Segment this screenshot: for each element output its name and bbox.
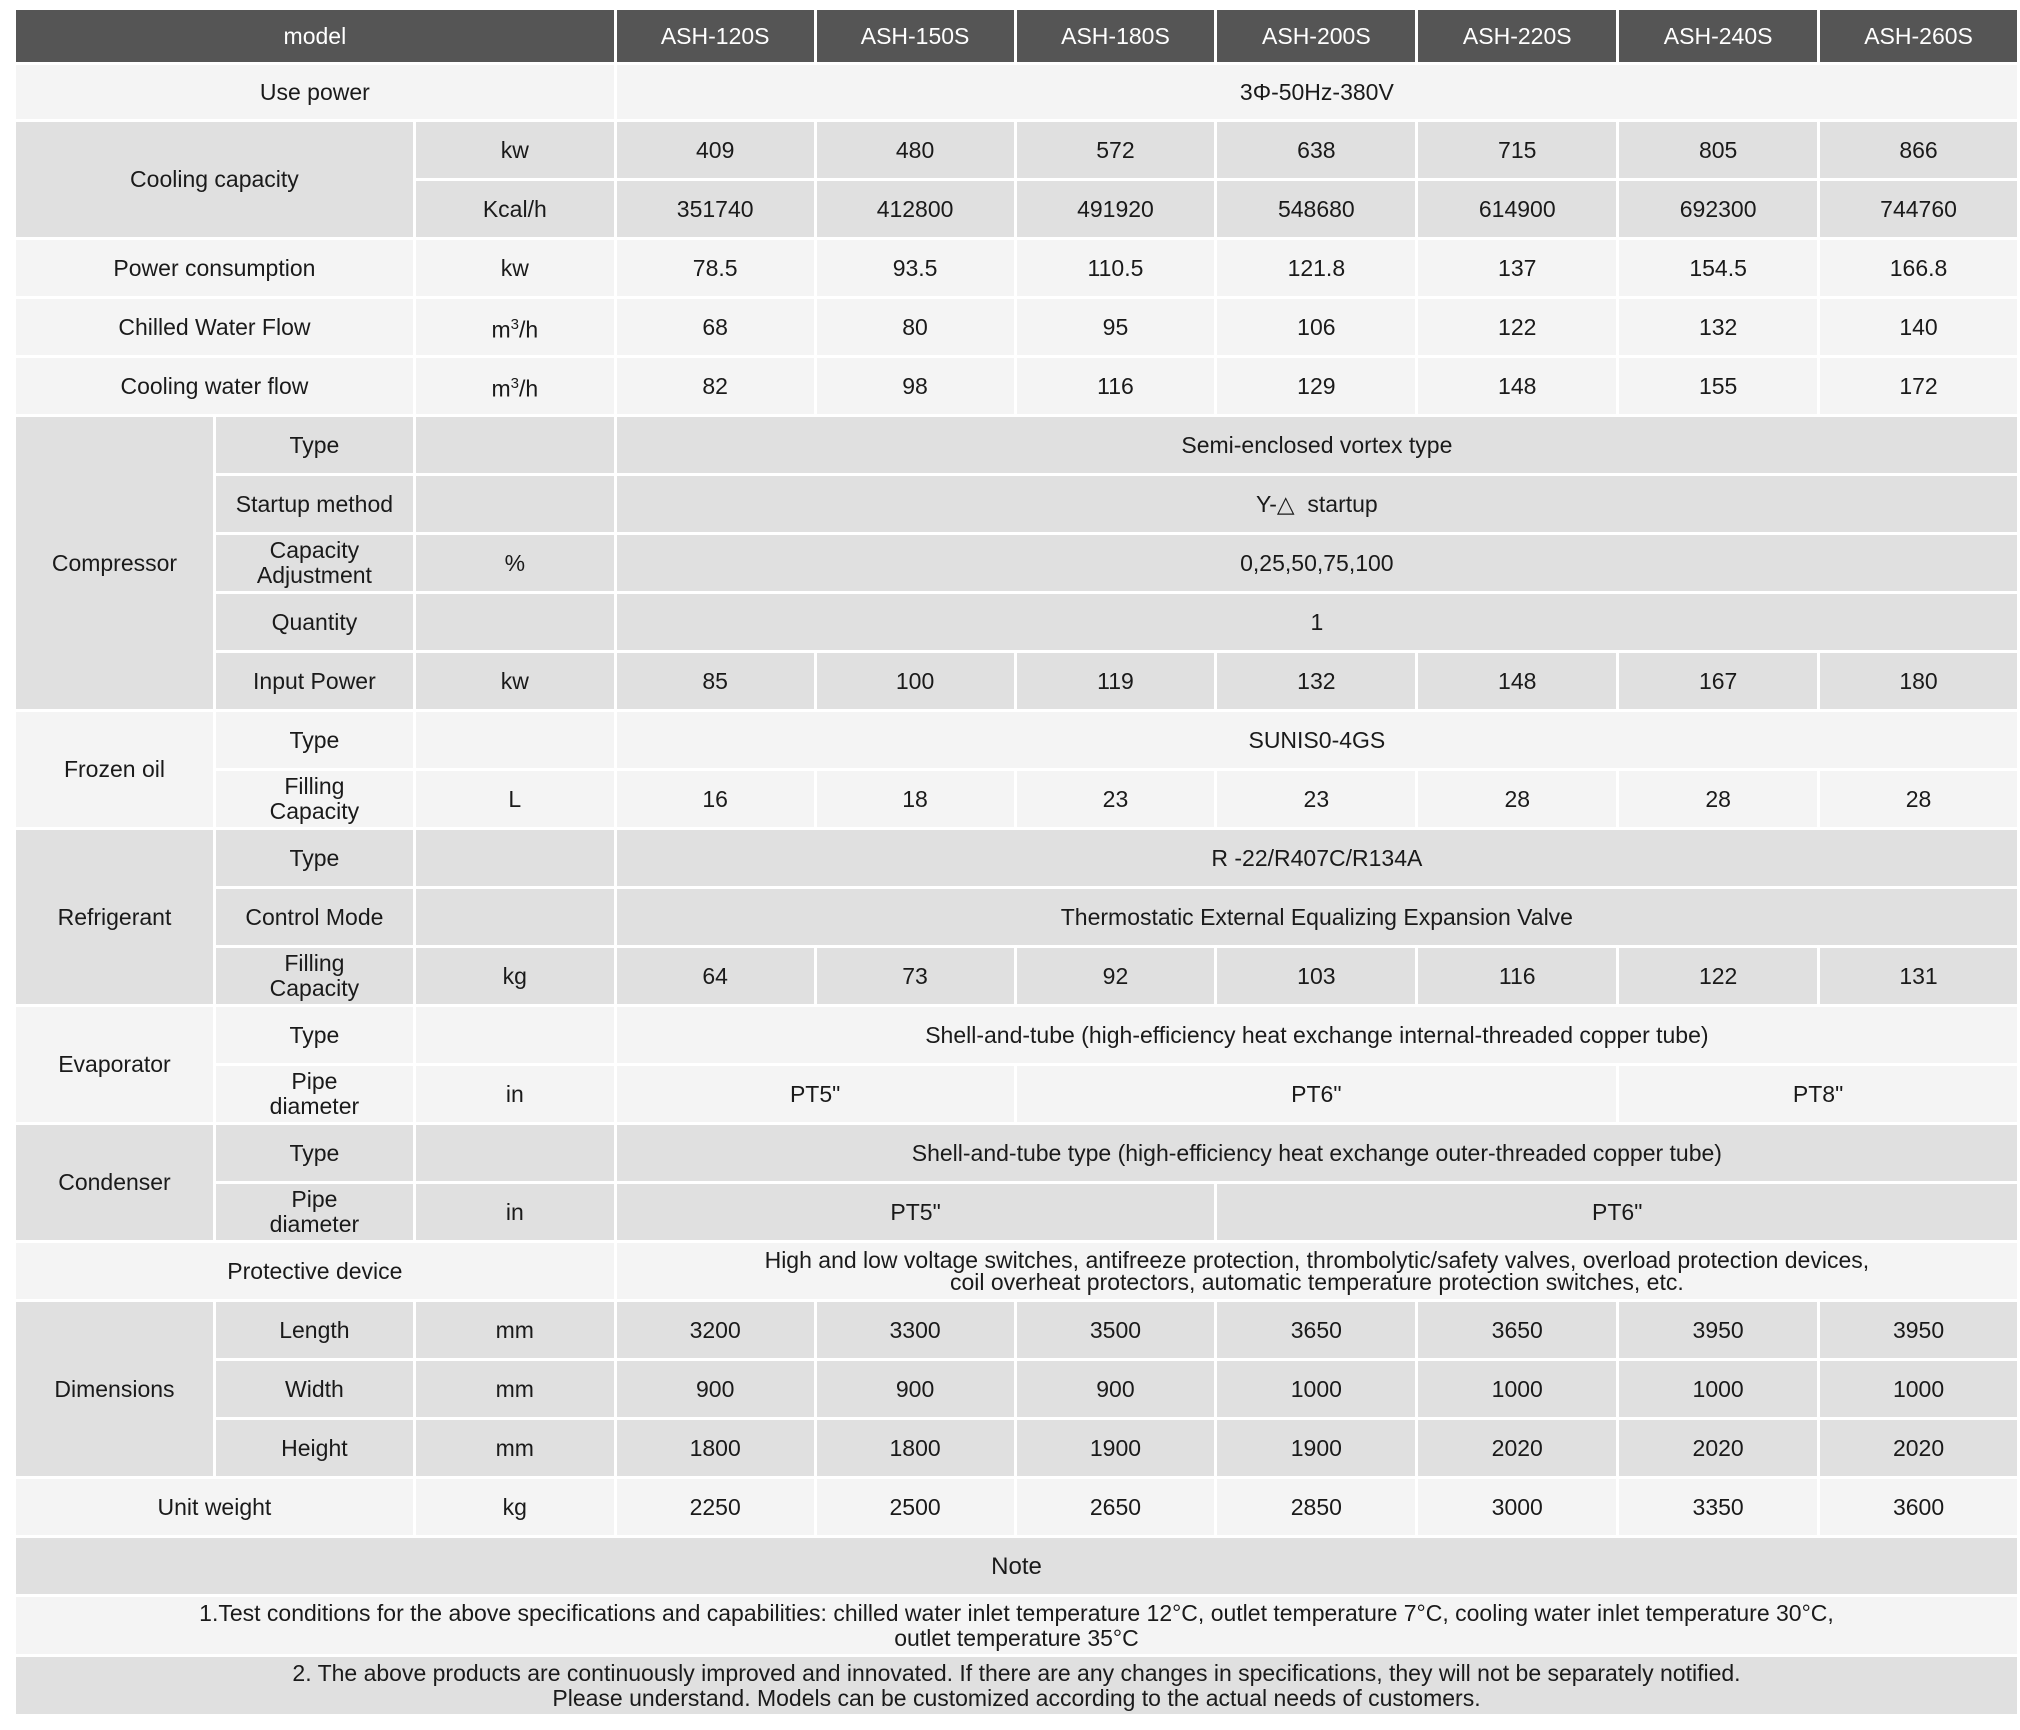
unit-cell — [414, 357, 615, 416]
unit-cell — [414, 888, 615, 947]
note-line: outlet temperature 35°C — [894, 1624, 1139, 1651]
sub-label-line: Adjustment — [256, 562, 372, 588]
unit-cell: kw — [414, 121, 615, 180]
value-cell: 23 — [1015, 770, 1216, 829]
sub-label: Type — [214, 1006, 414, 1065]
value-cell: 95 — [1015, 298, 1216, 357]
value-cell: 148 — [1417, 357, 1618, 416]
sub-label — [214, 947, 414, 1006]
value-cell: 614900 — [1417, 180, 1618, 239]
value-cell: 122 — [1417, 298, 1618, 357]
dimensions-label: Dimensions — [15, 1301, 215, 1478]
merged-value: Thermostatic External Equalizing Expansion Valve — [615, 888, 2018, 947]
value-cell: 3000 — [1417, 1478, 1618, 1537]
value-cell: 1000 — [1819, 1360, 2019, 1419]
sub-label: Quantity — [214, 593, 414, 652]
value-cell: 78.5 — [615, 239, 815, 298]
value-cell: 3650 — [1417, 1301, 1618, 1360]
sub-label-line: Capacity — [269, 798, 360, 824]
value-cell: 92 — [1015, 947, 1216, 1006]
protective-device-label: Protective device — [15, 1242, 616, 1301]
value-cell: 2020 — [1417, 1419, 1618, 1478]
header-row — [15, 9, 2019, 64]
pipe-value: PT5" — [615, 1065, 1015, 1124]
merged-value: Shell-and-tube type (high-efficiency heat exchange outer-threaded copper tube) — [615, 1124, 2018, 1183]
unit-cell — [414, 593, 615, 652]
value-cell: 16 — [615, 770, 815, 829]
note-line: 1.Test conditions for the above specifications and capabilities: chilled water inlet temperature 12°C, outlet temperature 7°C, cooling water inlet temperature 30°C, — [199, 1599, 1834, 1626]
refrigerant-label: Refrigerant — [15, 829, 215, 1006]
value-cell: 28 — [1819, 770, 2019, 829]
model-name: ASH-260S — [1819, 9, 2019, 64]
value-cell: 2250 — [615, 1478, 815, 1537]
note-title: Note — [15, 1537, 2019, 1596]
value-cell: 122 — [1618, 947, 1819, 1006]
sub-label: Type — [214, 829, 414, 888]
model-name: ASH-150S — [815, 9, 1015, 64]
value-cell: 2020 — [1618, 1419, 1819, 1478]
value-cell: 2850 — [1216, 1478, 1417, 1537]
model-header: model — [15, 9, 616, 64]
value-cell: 167 — [1618, 652, 1819, 711]
value-cell: 131 — [1819, 947, 2019, 1006]
sub-label: Startup method — [214, 475, 414, 534]
unit-cell: kw — [414, 652, 615, 711]
unit-base: m — [491, 375, 511, 402]
merged-value: Y-△ startup — [615, 475, 2018, 534]
frozen-oil-type-row — [15, 711, 2019, 770]
value-cell: 480 — [815, 121, 1015, 180]
pipe-value: PT5" — [615, 1183, 1216, 1242]
note-line: 2. The above products are continuously improved and innovated. If there are any changes in specifications, they will not be separately notified. — [292, 1659, 1741, 1686]
unit-cell: in — [414, 1183, 615, 1242]
value-cell: 129 — [1216, 357, 1417, 416]
value-cell: 132 — [1216, 652, 1417, 711]
unit-weight-label: Unit weight — [15, 1478, 415, 1537]
unit-cell: Kcal/h — [414, 180, 615, 239]
sub-label: Input Power — [214, 652, 414, 711]
value-cell: 351740 — [615, 180, 815, 239]
value-cell: 2650 — [1015, 1478, 1216, 1537]
value-cell: 98 — [815, 357, 1015, 416]
sub-label: Type — [214, 416, 414, 475]
frozen-oil-label: Frozen oil — [15, 711, 215, 829]
sub-label-line: Capacity — [269, 537, 360, 563]
merged-value: SUNIS0-4GS — [615, 711, 2018, 770]
pipe-value: PT6" — [1216, 1183, 2019, 1242]
sub-label — [214, 1183, 414, 1242]
value-cell: 119 — [1015, 652, 1216, 711]
value-cell: 100 — [815, 652, 1015, 711]
unit-superscript: 3 — [510, 315, 519, 333]
frozen-oil-filling-row — [15, 770, 2019, 829]
value-cell: 1000 — [1417, 1360, 1618, 1419]
value-cell: 3300 — [815, 1301, 1015, 1360]
value-cell: 132 — [1618, 298, 1819, 357]
compressor-startup-row — [15, 475, 2019, 534]
protective-device-row — [15, 1242, 2019, 1301]
compressor-capacity-row — [15, 534, 2019, 593]
value-cell: 692300 — [1618, 180, 1819, 239]
value-cell: 85 — [615, 652, 815, 711]
value-cell: 3950 — [1819, 1301, 2019, 1360]
value-cell: 491920 — [1015, 180, 1216, 239]
condenser-label: Condenser — [15, 1124, 215, 1242]
unit-cell: kw — [414, 239, 615, 298]
value-cell: 116 — [1015, 357, 1216, 416]
unit-cell — [414, 711, 615, 770]
unit-cell — [414, 1006, 615, 1065]
unit-cell — [414, 1124, 615, 1183]
value-cell: 409 — [615, 121, 815, 180]
unit-cell: mm — [414, 1419, 615, 1478]
note-1-row — [15, 1596, 2019, 1656]
value-cell: 805 — [1618, 121, 1819, 180]
value-cell: 1000 — [1216, 1360, 1417, 1419]
dimensions-height-row — [15, 1419, 2019, 1478]
unit-cell — [414, 829, 615, 888]
cooling-water-flow-label: Cooling water flow — [15, 357, 415, 416]
value-cell: 73 — [815, 947, 1015, 1006]
sub-label-line: Pipe — [291, 1186, 338, 1212]
condenser-type-row — [15, 1124, 2019, 1183]
model-name: ASH-120S — [615, 9, 815, 64]
protective-line: High and low voltage switches, antifreeze protection, thrombolytic/safety valves, overload protection devices, — [764, 1247, 1870, 1273]
dimensions-length-row — [15, 1301, 2019, 1360]
value-cell: 166.8 — [1819, 239, 2019, 298]
use-power-value: 3Φ-50Hz-380V — [615, 64, 2018, 121]
value-cell: 28 — [1618, 770, 1819, 829]
unit-superscript: 3 — [510, 374, 519, 392]
unit-cell: kg — [414, 1478, 615, 1537]
value-cell: 121.8 — [1216, 239, 1417, 298]
value-cell: 3600 — [1819, 1478, 2019, 1537]
pipe-value: PT8" — [1618, 1065, 2019, 1124]
use-power-label: Use power — [15, 64, 616, 121]
compressor-input-power-row — [15, 652, 2019, 711]
merged-value: R -22/R407C/R134A — [615, 829, 2018, 888]
unit-cell: L — [414, 770, 615, 829]
value-cell: 93.5 — [815, 239, 1015, 298]
value-cell: 106 — [1216, 298, 1417, 357]
sub-label-line: Filling — [284, 773, 345, 799]
value-cell: 572 — [1015, 121, 1216, 180]
cooling-capacity-kw-row — [15, 121, 2019, 180]
value-cell: 900 — [1015, 1360, 1216, 1419]
value-cell: 3950 — [1618, 1301, 1819, 1360]
value-cell: 900 — [615, 1360, 815, 1419]
value-cell: 715 — [1417, 121, 1618, 180]
unit-cell: in — [414, 1065, 615, 1124]
unit-base: m — [491, 316, 511, 343]
merged-value: Shell-and-tube (high-efficiency heat exchange internal-threaded copper tube) — [615, 1006, 2018, 1065]
evaporator-pipe-row — [15, 1065, 2019, 1124]
unit-cell — [414, 475, 615, 534]
sub-label: Type — [214, 1124, 414, 1183]
power-consumption-row — [15, 239, 2019, 298]
merged-value: 1 — [615, 593, 2018, 652]
value-cell: 23 — [1216, 770, 1417, 829]
value-cell: 2500 — [815, 1478, 1015, 1537]
value-cell: 154.5 — [1618, 239, 1819, 298]
value-cell: 2020 — [1819, 1419, 2019, 1478]
refrigerant-filling-row — [15, 947, 2019, 1006]
sub-label — [214, 770, 414, 829]
refrigerant-control-row — [15, 888, 2019, 947]
protective-line: coil overheat protectors, automatic temperature protection switches, etc. — [949, 1269, 1684, 1295]
unit-cell: % — [414, 534, 615, 593]
refrigerant-type-row — [15, 829, 2019, 888]
sub-label: Width — [214, 1360, 414, 1419]
sub-label: Control Mode — [214, 888, 414, 947]
compressor-label: Compressor — [15, 416, 215, 711]
cooling-capacity-label: Cooling capacity — [15, 121, 415, 239]
value-cell: 64 — [615, 947, 815, 1006]
sub-label-line: Capacity — [269, 975, 360, 1001]
sub-label — [214, 534, 414, 593]
unit-cell: mm — [414, 1301, 615, 1360]
note-line: Please understand. Models can be customized according to the actual needs of customers. — [552, 1684, 1481, 1711]
use-power-row — [15, 64, 2019, 121]
unit-cell — [414, 298, 615, 357]
model-name: ASH-220S — [1417, 9, 1618, 64]
value-cell: 3500 — [1015, 1301, 1216, 1360]
value-cell: 1000 — [1618, 1360, 1819, 1419]
value-cell: 412800 — [815, 180, 1015, 239]
value-cell: 116 — [1417, 947, 1618, 1006]
value-cell: 1900 — [1015, 1419, 1216, 1478]
value-cell: 744760 — [1819, 180, 2019, 239]
sub-label — [214, 1065, 414, 1124]
value-cell: 638 — [1216, 121, 1417, 180]
pipe-value: PT6" — [1015, 1065, 1618, 1124]
cooling-water-flow-row — [15, 357, 2019, 416]
value-cell: 3350 — [1618, 1478, 1819, 1537]
value-cell: 548680 — [1216, 180, 1417, 239]
note-text — [15, 1656, 2019, 1716]
merged-value: 0,25,50,75,100 — [615, 534, 2018, 593]
chilled-water-flow-label: Chilled Water Flow — [15, 298, 415, 357]
note-2-row — [15, 1656, 2019, 1716]
value-cell: 148 — [1417, 652, 1618, 711]
value-cell: 3200 — [615, 1301, 815, 1360]
value-cell: 1900 — [1216, 1419, 1417, 1478]
value-cell: 28 — [1417, 770, 1618, 829]
model-name: ASH-200S — [1216, 9, 1417, 64]
value-cell: 900 — [815, 1360, 1015, 1419]
value-cell: 103 — [1216, 947, 1417, 1006]
evaporator-label: Evaporator — [15, 1006, 215, 1124]
unit-tail: /h — [518, 375, 539, 402]
value-cell: 1800 — [815, 1419, 1015, 1478]
value-cell: 3650 — [1216, 1301, 1417, 1360]
value-cell: 82 — [615, 357, 815, 416]
value-cell: 172 — [1819, 357, 2019, 416]
power-consumption-label: Power consumption — [15, 239, 415, 298]
value-cell: 18 — [815, 770, 1015, 829]
value-cell: 180 — [1819, 652, 2019, 711]
unit-tail: /h — [518, 316, 539, 343]
dimensions-width-row — [15, 1360, 2019, 1419]
value-cell: 68 — [615, 298, 815, 357]
sub-label-line: diameter — [269, 1211, 360, 1237]
unit-cell: mm — [414, 1360, 615, 1419]
chilled-water-flow-row — [15, 298, 2019, 357]
note-title-row — [15, 1537, 2019, 1596]
value-cell: 1800 — [615, 1419, 815, 1478]
compressor-type-row — [15, 416, 2019, 475]
value-cell: 110.5 — [1015, 239, 1216, 298]
note-text — [15, 1596, 2019, 1656]
value-cell: 140 — [1819, 298, 2019, 357]
condenser-pipe-row — [15, 1183, 2019, 1242]
evaporator-type-row — [15, 1006, 2019, 1065]
merged-value: Semi-enclosed vortex type — [615, 416, 2018, 475]
value-cell: 155 — [1618, 357, 1819, 416]
sub-label-line: Filling — [284, 950, 345, 976]
protective-device-value — [615, 1242, 2018, 1301]
model-name: ASH-240S — [1618, 9, 1819, 64]
sub-label-line: Pipe — [291, 1068, 338, 1094]
value-cell: 866 — [1819, 121, 2019, 180]
spec-table — [13, 7, 2020, 1717]
value-cell: 80 — [815, 298, 1015, 357]
sub-label: Height — [214, 1419, 414, 1478]
unit-cell — [414, 416, 615, 475]
sub-label: Type — [214, 711, 414, 770]
value-cell: 137 — [1417, 239, 1618, 298]
compressor-quantity-row — [15, 593, 2019, 652]
unit-weight-row — [15, 1478, 2019, 1537]
model-name: ASH-180S — [1015, 9, 1216, 64]
unit-cell: kg — [414, 947, 615, 1006]
sub-label-line: diameter — [269, 1093, 360, 1119]
sub-label: Length — [214, 1301, 414, 1360]
